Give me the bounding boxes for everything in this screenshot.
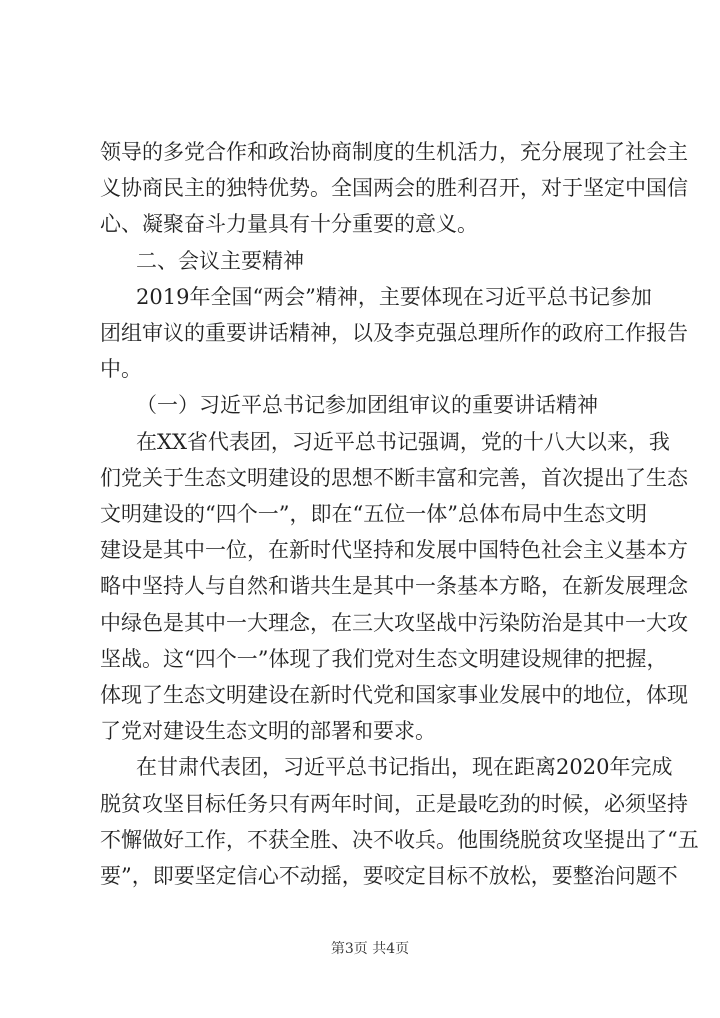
section-heading: 二、会议主要精神	[136, 248, 304, 273]
paragraph-line: 脱贫攻坚目标任务只有两年时间，正是最吃劲的时候，必须坚持	[100, 791, 688, 816]
paragraph-line: 建设是其中一位，在新时代坚持和发展中国特色社会主义基本方	[100, 538, 688, 563]
paragraph-line: 义协商民主的独特优势。全国两会的胜利召开，对于坚定中国信	[100, 176, 688, 201]
paragraph-line: 中。	[100, 357, 142, 382]
page-number-footer: 第3页 共4页	[330, 941, 410, 957]
section-heading: （一）习近平总书记参加团组审议的重要讲话精神	[136, 393, 598, 418]
paragraph-line: 团组审议的重要讲话精神，以及李克强总理所作的政府工作报告	[100, 321, 688, 345]
paragraph-line: 略中坚持人与自然和谐共生是其中一条基本方略，在新发展理念	[100, 574, 688, 599]
paragraph-line: 领导的多党合作和政治协商制度的生机活力，充分展现了社会主	[100, 140, 688, 164]
paragraph-line: 中绿色是其中一大理念，在三大攻坚战中污染防治是其中一大攻	[100, 610, 688, 635]
paragraph-line: 文明建设的“四个一”，即在“五位一体”总体布局中生态文明	[100, 502, 647, 526]
paragraph-line: 在甘肃代表团，习近平总书记指出，现在距离2020年完成	[136, 755, 673, 780]
paragraph-line: 不懈做好工作，不获全胜、决不收兵。他围绕脱贫攻坚提出了“五	[100, 827, 699, 852]
paragraph-line: 们党关于生态文明建设的思想不断丰富和完善，首次提出了生态	[100, 465, 688, 490]
paragraph-line: 2019年全国“两会”精神，主要体现在习近平总书记参加	[136, 284, 652, 309]
paragraph-line: 在XX省代表团，习近平总书记强调，党的十八大以来，我	[136, 429, 670, 454]
paragraph-line: 体现了生态文明建设在新时代党和国家事业发展中的地位，体现	[100, 683, 688, 707]
paragraph-line: 了党对建设生态文明的部署和要求。	[100, 719, 436, 744]
paragraph-line: 要”，即要坚定信心不动摇，要咬定目标不放松，要整治问题不	[100, 864, 678, 888]
paragraph-line: 坚战。这“四个一”体现了我们党对生态文明建设规律的把握，	[100, 646, 668, 671]
paragraph-line: 心、凝聚奋斗力量具有十分重要的意义。	[100, 212, 478, 237]
